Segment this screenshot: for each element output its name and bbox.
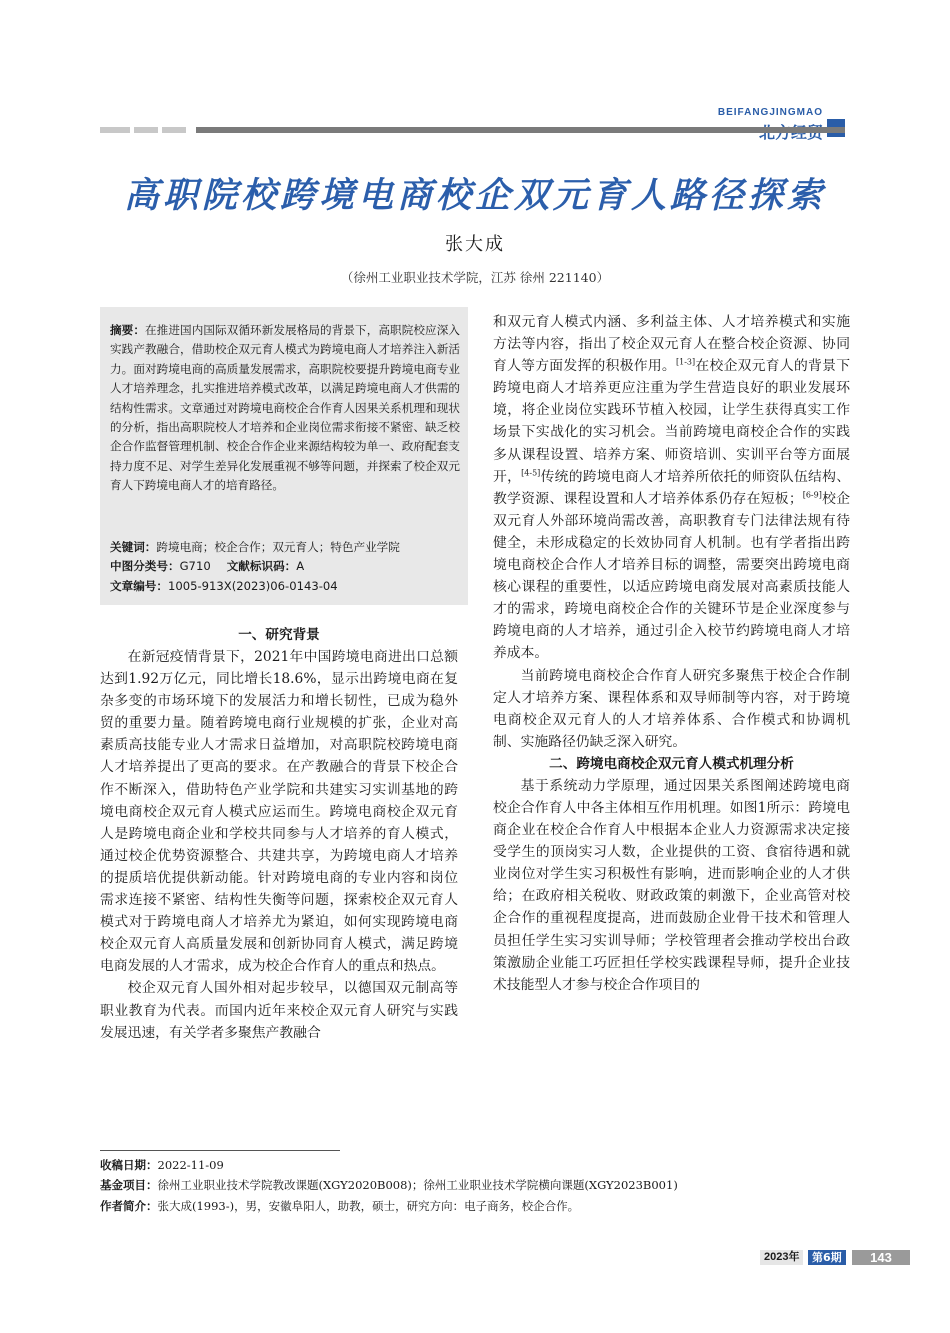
citation: [6-9] — [802, 490, 822, 500]
paragraph: 校企双元育人国外相对起步较早，以德国双元制高等职业教育为代表。而国内近年来校企双元育人研究与实践发展迅速，有关学者多聚焦产教融合 — [100, 980, 458, 1041]
footnote-rule — [100, 1150, 340, 1151]
header-rule-segment — [134, 127, 158, 133]
page-footer — [760, 1250, 910, 1265]
section-heading: 一、研究背景 — [238, 627, 320, 643]
journal-name-latin: BEIFANGJINGMAO — [717, 107, 823, 118]
bio-label: 作者简介： — [100, 1199, 158, 1213]
paragraph: 在新冠疫情背景下，2021年中国跨境电商进出口总额达到1.92万亿元，同比增长18.6%，显示出跨境电商在复杂多变的市场环境下的发展活力和增长韧性，已成为稳外贸的重要力量。随着跨境电商行业规模的扩张，企业对高素质高技能专业人才需求日益增加，对高职院校跨境电商人才培养提出了更高的要求。在产教融合的背景下校企合作不断深入，借助特色产业学院和共建实习实训基地的跨境电商校企双元育人模式应运而生。跨境电商校企双元育人是跨境电商企业和学校共同参与人才培养的育人模式，通过校企优势资源整合、共建共享，为跨境电商人才培养的提质培优提供新动能。针对跨境电商的专业内容和岗位需求连接不紧密、结构性失衡等问题，探索校企双元育人模式对于跨境电商人才培养尤为紧迫，如何实现跨境电商校企双元育人高质量发展和创新协同育人模式，满足跨境电商发展的人才需求，成为校企合作育人的重点和热点。 — [100, 649, 458, 975]
paragraph-text: 传统的跨境电商人才培养所依托的师资队伍结构、教学资源、课程设置和人才培养体系仍存在短板； — [493, 468, 850, 507]
article-number-line — [110, 577, 460, 596]
footer-issue: 第6期 — [808, 1250, 846, 1265]
header-rule-segment — [162, 127, 186, 133]
fund-value: 徐州工业职业技术学院教改课题(XGY2020B008)；徐州工业职业技术学院横向课题(XGY2023B001) — [157, 1178, 678, 1192]
clc-label: 中图分类号： — [110, 559, 180, 573]
section-heading: 二、跨境电商校企双元育人模式机理分析 — [549, 755, 794, 772]
header-rule-segment — [196, 127, 845, 133]
author-name: 张大成 — [445, 234, 505, 255]
keywords-value: 跨境电商；校企合作；双元育人；特色产业学院 — [156, 540, 400, 554]
article-title: 高职院校跨境电商校企双元育人路径探索 — [123, 176, 826, 216]
citation: [1-3] — [676, 357, 696, 367]
body-column-left — [100, 624, 458, 1044]
doc-code-label: 文献标识码： — [226, 559, 297, 573]
keywords-label: 关键词： — [110, 540, 157, 554]
classification-line — [110, 557, 460, 576]
article-no-value: 1005-913X(2023)06-0143-04 — [167, 579, 338, 593]
received-label: 收稿日期： — [100, 1158, 158, 1172]
doc-code-value: A — [296, 559, 305, 573]
paragraph-text: 在校企双元育人的背景下跨境电商人才培养更应注重为学生营造良好的职业发展环境，将企业岗位实践环节植入校园，让学生获得真实工作场景下实战化的实习机会。当前跨境电商校企合作的实践多从课程设置、培养方案、师资培训、实训平台等方面展开， — [493, 358, 850, 485]
fund-note — [100, 1175, 860, 1195]
paragraph-text: 和双元育人模式内涵、多利益主体、人才培养模式和实施方法等内容，指出了校企双元育人在整合校企资源、协同育人等方面发挥的积极作用。 — [493, 314, 850, 375]
paragraph: 当前跨境电商校企合作育人研究多聚焦于校企合作制定人才培养方案、课程体系和双导师制等内容，对于跨境电商校企双元育人的人才培养体系、合作模式和协调机制、实施路径仍缺乏深入研究。 — [493, 667, 850, 750]
author-affiliation: （徐州工业职业技术学院，江苏 徐州 221140） — [340, 270, 610, 285]
footer-year: 2023年 — [760, 1250, 803, 1265]
page-number: 143 — [852, 1250, 910, 1265]
article-no-label: 文章编号： — [110, 579, 168, 593]
bio-value: 张大成(1993-)，男，安徽阜阳人，助教，硕士，研究方向：电子商务，校企合作。 — [157, 1199, 580, 1213]
keywords-line — [110, 538, 460, 557]
body-column-right — [493, 311, 850, 996]
received-date-note — [100, 1155, 860, 1175]
citation: [4-5] — [521, 468, 541, 478]
paragraph: 基于系统动力学原理，通过因果关系图阐述跨境电商校企合作育人中各主体相互作用机理。如图1所示：跨境电商企业在校企合作育人中根据本企业人力资源需求决定接受学生的顶岗实习人数，企业提供的工资、食宿待遇和就业岗位对学生实习积极性有影响，进而影响企业的人才供给；在政府相关税收、财政政策的刺激下，企业高管对校企合作的重视程度提高，进而鼓励企业骨干技术和管理人员担任学生实习实训导师；学校管理者会推动学校出台政策激励企业能工巧匠担任学校实践课程导师，提升企业技术技能型人才参与校企合作项目的 — [493, 777, 850, 993]
paragraph-text: 校企双元育人外部环境尚需改善，高职教育专门法律法规有待健全，未形成稳定的长效协同育人机制。也有学者指出跨境电商校企合作人才培养目标的调整，需要突出跨境电商核心课程的重要性，以适应跨境电商发展对高素质技能人才的需求，跨境电商校企合作的关键环节是企业深度参与跨境电商的人才培养，通过引企入校节约跨境电商人才培养成本。 — [493, 490, 851, 662]
author-bio-note — [100, 1196, 860, 1216]
abstract-text: 在推进国内国际双循环新发展格局的背景下，高职院校应深入实践产教融合，借助校企双元育人模式为跨境电商人才培养注入新活力。面对跨境电商的高质量发展需求，高职院校要提升跨境电商专业人才培养理念，扎实推进培养模式改革，以满足跨境电商人才供需的结构性需求。文章通过对跨境电商校企合作育人因果关系机理和现状的分析，指出高职院校人才培养和企业岗位需求衔接不紧密、缺乏校企合作监督管理机制、校企合作企业来源结构较为单一、政府配套支持力度不足、对学生差异化发展重视不够等问题，并探索了校企双元育人下跨境电商人才的培育路径。 — [110, 323, 460, 493]
fund-label: 基金项目： — [100, 1178, 158, 1192]
received-value: 2022-11-09 — [157, 1158, 224, 1172]
abstract-label: 摘要： — [110, 323, 146, 337]
paragraph-continued — [493, 311, 850, 665]
header-rule-segment — [100, 127, 130, 133]
abstract — [110, 321, 460, 496]
clc-value: G710 — [179, 559, 211, 573]
header-rule — [100, 127, 845, 133]
